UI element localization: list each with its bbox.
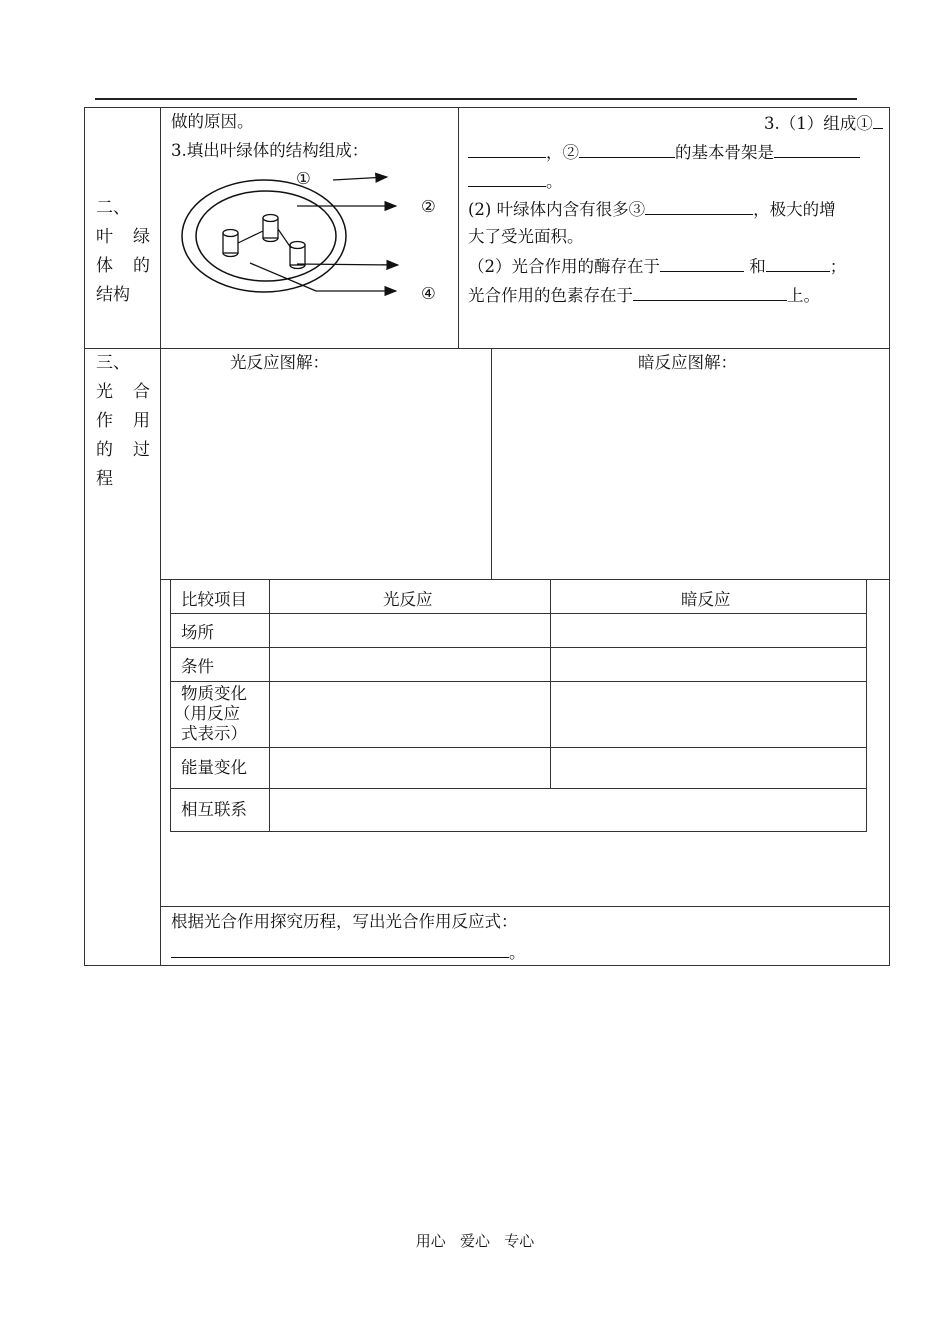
- diagram-column-divider: [491, 348, 492, 579]
- row-label-conditions: 条件: [181, 657, 214, 676]
- section-divider: [84, 348, 890, 349]
- pointer-3: [297, 264, 398, 265]
- header-rule: [95, 98, 857, 100]
- table-header-dark: 暗反应: [681, 590, 731, 609]
- q3-line3: 。: [468, 172, 563, 191]
- table-header-item: 比较项目: [181, 590, 247, 609]
- table-right-border: [889, 107, 890, 966]
- diagram-marker-2: ②: [421, 197, 436, 216]
- section2-label-line2: 叶 绿: [96, 227, 150, 247]
- table-left-border: [84, 107, 85, 966]
- chloroplast-structure-prompt: 3.填出叶绿体的结构组成：: [171, 141, 369, 160]
- row-label-material-change: 物质变化 （用反应 式表示）: [174, 684, 247, 743]
- table-header-light: 光反应: [383, 590, 433, 609]
- section3-label: [96, 355, 150, 500]
- chloroplast-diagram: [170, 165, 455, 315]
- pointer-4-a: [250, 263, 316, 291]
- section2-label-line1: 二、: [96, 198, 130, 218]
- light-reaction-diagram-title: 光反应图解：: [230, 353, 329, 372]
- row-label-energy-change: 能量变化: [181, 758, 247, 777]
- row-label-relationship: 相互联系: [181, 800, 247, 819]
- section2-label-line3: 体 的: [96, 256, 150, 276]
- section3-label-line3: 作 用: [96, 411, 150, 431]
- section3-label-line2: 光 合: [96, 382, 150, 402]
- diagram-marker-1: ①: [296, 169, 311, 188]
- page-footer: 用心 爱心 专心: [415, 1232, 535, 1250]
- table-top-border: [84, 107, 890, 108]
- label-column-border: [160, 107, 161, 966]
- section3-label-line5: 程: [96, 469, 113, 489]
- table-bottom-border: [84, 965, 890, 966]
- q3-line5: 大了受光面积。: [468, 227, 584, 246]
- q3-line4: (2) 叶绿体内含有很多③ ，极大的增: [468, 200, 836, 219]
- section2-label: [96, 200, 150, 316]
- equation-answer-line: 。: [171, 943, 526, 962]
- dark-reaction-diagram-title: 暗反应图解：: [638, 353, 737, 372]
- granum-left: [223, 230, 238, 257]
- diagram-marker-4: ④: [421, 284, 436, 303]
- equation-prompt: 根据光合作用探究历程，写出光合作用反应式：: [171, 912, 518, 931]
- q3-line2: ，② 的基本骨架是: [468, 143, 860, 162]
- q3-line1: 3.（1）组成①: [764, 114, 883, 133]
- q3-line6: （2）光合作用的酶存在于 和 ；: [468, 257, 847, 276]
- section3-label-line4: 的 过: [96, 440, 150, 460]
- equation-divider: [160, 906, 890, 907]
- section2-label-line4: 结构: [96, 285, 130, 305]
- pointer-1: [333, 177, 387, 180]
- comparison-table: [170, 579, 867, 833]
- row-label-location: 场所: [181, 623, 214, 642]
- section3-label-line1: 三、: [96, 353, 130, 373]
- section2-column-divider: [458, 107, 459, 349]
- granum-middle: [263, 215, 278, 242]
- q3-line7: 光合作用的色素存在于 上。: [468, 286, 820, 305]
- reason-text: 做的原因。: [171, 112, 254, 131]
